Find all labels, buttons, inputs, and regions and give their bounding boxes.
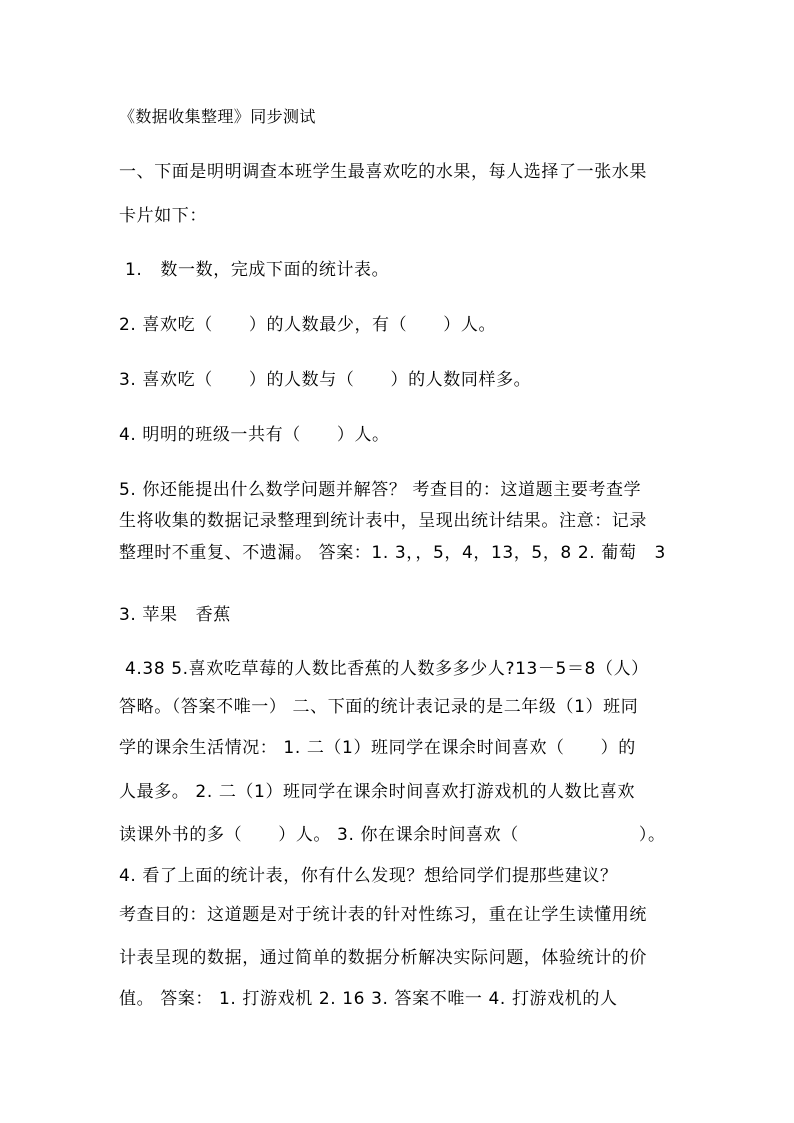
text-line: 5. 你还能提出什么数学问题并解答？ 考查目的：这道题主要考查学 bbox=[119, 480, 642, 500]
text-line: 计表呈现的数据，通过简单的数据分析解决实际问题，体验统计的价 bbox=[119, 948, 647, 968]
text-line: 一、下面是明明调查本班学生最喜欢吃的水果，每人选择了一张水果 bbox=[119, 162, 647, 182]
text-line: 3. 喜欢吃（ ）的人数与（ ）的人数同样多。 bbox=[119, 370, 532, 390]
text-line: 答略。（答案不唯一） 二、下面的统计表记录的是二年级（1）班同 bbox=[119, 697, 639, 717]
text-line: 2. 喜欢吃（ ）的人数最少，有（ ）人。 bbox=[119, 315, 497, 335]
text-line: 考查目的：这道题是对于统计表的针对性练习，重在让学生读懂用统 bbox=[119, 905, 647, 925]
text-line: 1. 数一数，完成下面的统计表。 bbox=[119, 260, 390, 280]
text-line: 值。 答案： 1. 打游戏机 2. 16 3. 答案不唯一 4. 打游戏机的人 bbox=[119, 989, 618, 1009]
document-title: 《数据收集整理》同步测试 bbox=[119, 107, 316, 126]
text-line: 生将收集的数据记录整理到统计表中，呈现出统计结果。注意：记录 bbox=[119, 511, 647, 531]
text-line: 4.38 5.喜欢吃草莓的人数比香蕉的人数多多少人?13－5＝8（人） bbox=[119, 659, 649, 679]
text-line: 读课外书的多（ ）人。 3. 你在课余时间喜欢（ ）。 bbox=[119, 825, 666, 845]
text-line: 卡片如下： bbox=[119, 206, 207, 226]
text-line: 4. 看了上面的统计表，你有什么发现？想给同学们提那些建议？ bbox=[119, 866, 618, 886]
text-line: 3. 苹果 香蕉 bbox=[119, 605, 231, 625]
text-line: 4. 明明的班级一共有（ ）人。 bbox=[119, 425, 390, 445]
text-line: 学的课余生活情况： 1. 二（1）班同学在课余时间喜欢（ ）的 bbox=[119, 738, 636, 758]
text-line: 人最多。 2. 二（1）班同学在课余时间喜欢打游戏机的人数比喜欢 bbox=[119, 782, 636, 802]
text-line: 整理时不重复、不遗漏。 答案：1. 3，，5，4，13，5，8 2. 葡萄 3 bbox=[119, 543, 666, 563]
